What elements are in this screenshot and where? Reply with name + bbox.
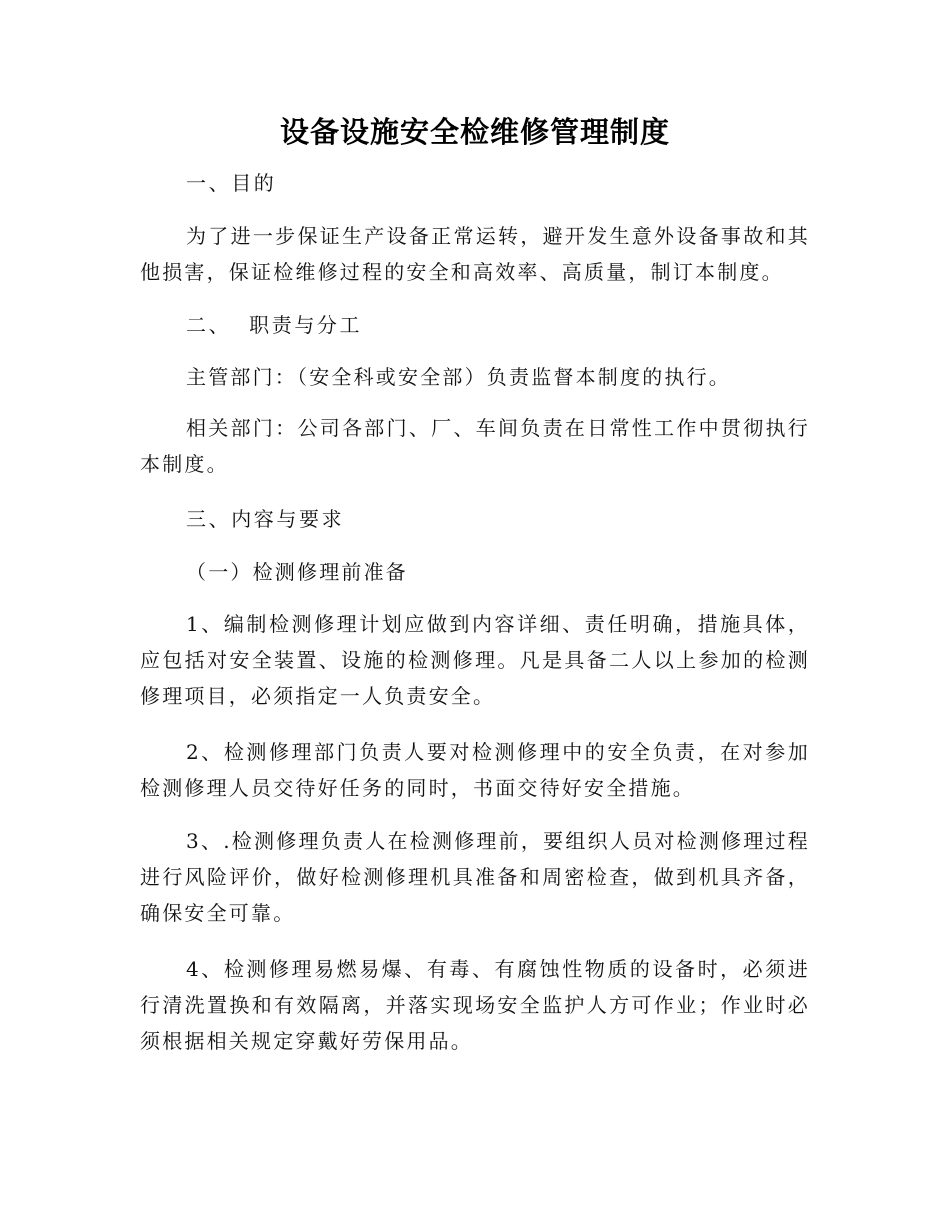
section-heading-purpose: 一、目的 [186,171,277,195]
subheading-preparation: （一）检测修理前准备 [186,560,408,584]
list-item-2: 2、检测修理部门负责人要对检测修理中的安全负责，在对参加检测修理人员交待好任务的同时，书面交待好安全措施。 [140,740,810,800]
list-item-1: 1、编制检测修理计划应做到内容详细、责任明确，措施具体，应包括对安全装置、设施的检测修理。凡是具备二人以上参加的检测修理项目，必须指定一人负责安全。 [140,612,810,708]
paragraph-main-department: 主管部门：（安全科或安全部）负责监督本制度的执行。 [186,365,731,389]
document-title: 设备设施安全检维修管理制度 [279,115,670,149]
paragraph-related-departments: 相关部门：公司各部门、厂、车间负责在日常性工作中贯彻执行本制度。 [140,416,810,476]
list-item-3: 3、.检测修理负责人在检测修理前，要组织人员对检测修理过程进行风险评价，做好检测修理机具准备和周密检查，做到机具齐备，确保安全可靠。 [140,829,810,925]
section-heading-content: 三、内容与要求 [186,507,345,531]
list-item-4: 4、检测修理易燃易爆、有毒、有腐蚀性物质的设备时，必须进行清洗置换和有效隔离，并落实现场安全监护人方可作业；作业时必须根据相关规定穿戴好劳保用品。 [140,957,810,1053]
paragraph-purpose: 为了进一步保证生产设备正常运转，避开发生意外设备事故和其他损害，保证检维修过程的安全和高效率、高质量，制订本制度。 [140,224,810,284]
section-heading-duties: 二、 职责与分工 [186,313,363,337]
